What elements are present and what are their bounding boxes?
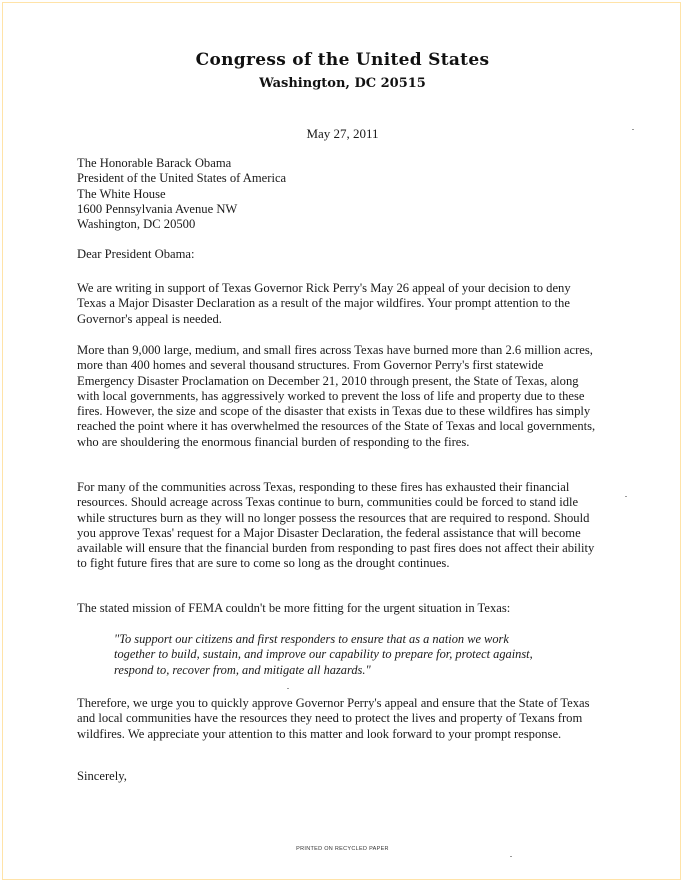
recipient-street: 1600 Pennsylvania Avenue NW bbox=[77, 201, 238, 216]
letterhead-subtitle: Washington, DC 20515 bbox=[259, 76, 426, 91]
recipient-title: President of the United States of America bbox=[77, 171, 287, 186]
fema-mission-quote: "To support our citizens and first responders to ensure that as a nation we work together to build, sustain, and improve our capability to prepare for, protect against, respond to, recover from, and mitigate all hazards." bbox=[114, 632, 533, 677]
closing: Sincerely, bbox=[77, 769, 127, 783]
paragraph-3: For many of the communities across Texas, responding to these fires has exhausted their financial resources. Should acreage across Texas continue to burn, communities could be forced to stand idle while structures burn as they will no longer possess the resources that are required to respond. Should you approve Texas' request for a Major Disaster Declaration, the federal assistance that will become available will ensure that the financial burden from responding to past fires does not affect their ability to fight future fires that are sure to come so long as the drought continues. bbox=[77, 480, 595, 571]
recipient-org: The White House bbox=[77, 186, 166, 201]
scan-mark bbox=[510, 856, 512, 857]
letter-date: May 27, 2011 bbox=[306, 126, 379, 141]
recipient-address bbox=[77, 156, 597, 232]
salutation: Dear President Obama: bbox=[77, 247, 195, 261]
scan-mark bbox=[632, 129, 634, 130]
letterhead bbox=[0, 50, 685, 91]
closing-paragraph: Therefore, we urge you to quickly approve Governor Perry's appeal and ensure that the State of Texas and local communities have the resources they need to protect the lives and property of Texans from wildfires. We appreciate your attention to this matter and look forward to your prompt response. bbox=[77, 696, 590, 741]
paragraph-2: More than 9,000 large, medium, and small fires across Texas have burned more than 2.6 million acres, more than 400 homes and several thousand structures. From Governor Perry's first statewide Emergency Disaster Proclamation on December 21, 2010 through present, the State of Texas, along with local governments, has aggressively worked to prevent the loss of life and property due to these fires. However, the size and scope of the disaster that exists in Texas due to these wildfires has simply reached the point where it has overwhelmed the resources of the State of Texas and local governments, who are shouldering the enormous financial burden of responding to the fires. bbox=[77, 343, 596, 449]
paragraph-1: We are writing in support of Texas Governor Rick Perry's May 26 appeal of your decision to deny Texas a Major Disaster Declaration as a result of the major wildfires. Your prompt attention to the Governor's appeal is needed. bbox=[77, 281, 571, 326]
letterhead-title: Congress of the United States bbox=[195, 50, 490, 70]
recipient-name: The Honorable Barack Obama bbox=[77, 156, 232, 170]
scan-mark bbox=[287, 688, 289, 689]
paragraph-4: The stated mission of FEMA couldn't be more fitting for the urgent situation in Texas: bbox=[77, 601, 511, 615]
recycled-paper-footer: PRINTED ON RECYCLED PAPER bbox=[296, 846, 389, 852]
scan-mark bbox=[625, 496, 627, 497]
recipient-city: Washington, DC 20500 bbox=[77, 217, 196, 232]
